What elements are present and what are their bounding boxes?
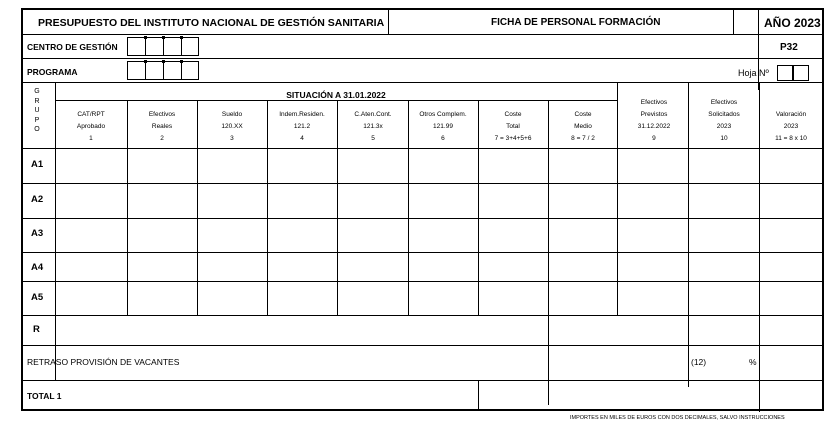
hoja-digit-box[interactable] <box>793 65 809 81</box>
divider <box>181 37 182 56</box>
ficha-title: FICHA DE PERSONAL FORMACIÓN <box>491 17 661 28</box>
divider <box>55 100 617 101</box>
situacion-title: SITUACIÓN A 31.01.2022 <box>286 90 386 100</box>
divider <box>127 100 128 315</box>
footer-note: IMPORTES EN MILES DE EUROS CON DOS DECIMALES, SALVO INSTRUCCIONES <box>570 415 785 421</box>
year-label: AÑO 2023 <box>764 16 821 30</box>
divider <box>23 218 822 219</box>
divider <box>145 61 146 80</box>
group-label: A4 <box>31 262 44 273</box>
divider <box>181 61 182 80</box>
form-title: PRESUPUESTO DEL INSTITUTO NACIONAL DE GESTIÓN SANITARIA <box>38 17 385 29</box>
divider <box>23 82 822 83</box>
box-tick <box>180 60 183 63</box>
divider <box>23 281 822 282</box>
divider <box>267 100 268 315</box>
divider <box>23 58 822 59</box>
grupo-label: G R U P O <box>34 88 40 133</box>
divider <box>163 37 164 56</box>
divider <box>23 148 822 149</box>
column-header: Coste Medio 8 = 7 / 2 <box>571 111 595 142</box>
divider <box>478 380 479 409</box>
divider <box>759 82 760 412</box>
retraso-unit: % <box>749 357 757 367</box>
divider <box>733 10 734 34</box>
column-header: Sueldo 120.XX 3 <box>221 111 243 142</box>
programa-label: PROGRAMA <box>27 67 78 77</box>
box-tick <box>162 60 165 63</box>
divider <box>23 315 822 316</box>
column-header: Otros Complem. 121.99 6 <box>419 111 467 142</box>
column-header: CAT/RPT Aprobado 1 <box>76 111 106 142</box>
group-label: A3 <box>31 228 44 239</box>
column-header-previstos: Efectivos Previstos 31.12.2022 9 <box>637 99 671 142</box>
group-label: A5 <box>31 292 44 303</box>
box-tick <box>144 60 147 63</box>
group-label: A2 <box>31 194 44 205</box>
column-header: Coste Total 7 = 3+4+5+6 <box>494 111 532 142</box>
divider <box>388 10 389 34</box>
divider <box>23 252 822 253</box>
retraso-num: (12) <box>691 357 707 367</box>
divider <box>337 100 338 315</box>
centro-code: P32 <box>780 42 798 53</box>
hoja-digit-box[interactable] <box>777 65 793 81</box>
retraso-label: RETRASO PROVISIÓN DE VACANTES <box>27 357 180 367</box>
divider <box>478 100 479 315</box>
column-header: Efectivos Reales 2 <box>148 111 176 142</box>
group-label: R <box>33 324 40 335</box>
divider <box>23 380 822 381</box>
divider <box>758 10 759 90</box>
divider <box>23 345 822 346</box>
column-header: Indem.Residen. 121.2 4 <box>279 111 325 142</box>
divider <box>163 61 164 80</box>
divider <box>23 34 822 35</box>
divider <box>688 82 689 387</box>
column-header-solicitados: Efectivos Solicitados 2023 10 <box>708 99 740 142</box>
divider <box>408 100 409 315</box>
column-header-valoracion: Valoración 2023 11 = 8 x 10 <box>775 111 807 142</box>
divider <box>55 82 56 380</box>
box-tick <box>162 36 165 39</box>
divider <box>197 100 198 315</box>
column-header: C.Aten.Cont. 121.3x 5 <box>354 111 392 142</box>
centro-label: CENTRO DE GESTIÓN <box>27 42 118 52</box>
divider <box>23 183 822 184</box>
total-label: TOTAL 1 <box>27 391 62 401</box>
budget-form <box>21 8 824 411</box>
group-label: A1 <box>31 159 44 170</box>
hoja-label: Hoja Nº <box>738 68 769 78</box>
box-tick <box>180 36 183 39</box>
box-tick <box>144 36 147 39</box>
divider <box>145 37 146 56</box>
